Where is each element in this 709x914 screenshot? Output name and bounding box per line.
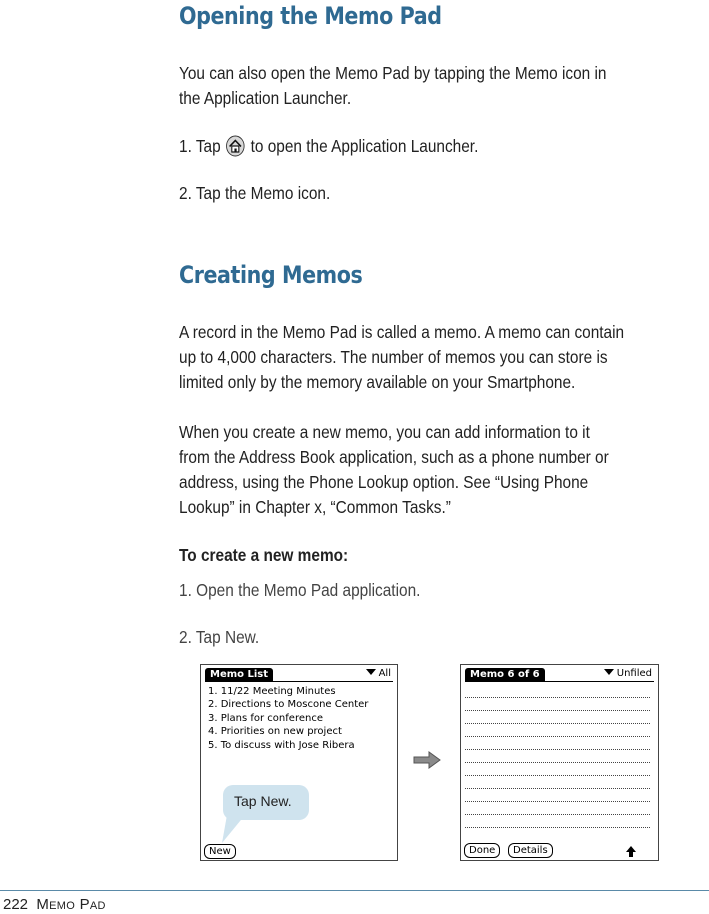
done-button[interactable]: Done <box>464 843 500 858</box>
step-tap-memo: 2. Tap the Memo icon. <box>179 183 331 203</box>
step1-suffix: to open the Application Launcher. <box>250 136 479 156</box>
memo-list-screen <box>200 664 398 861</box>
memo-list-title: Memo List <box>205 668 273 682</box>
step1-prefix: 1. Tap <box>179 136 221 156</box>
title-underline <box>465 681 654 682</box>
dropdown-triangle-icon <box>604 669 614 675</box>
heading-opening-memo-pad: Opening the Memo Pad <box>179 2 442 30</box>
tap-new-callout <box>223 785 309 820</box>
memo-item[interactable]: 1. 11/22 Meeting Minutes <box>208 686 336 697</box>
paragraph-line: Lookup” in Chapter x, “Common Tasks.” <box>179 497 451 517</box>
page-footer <box>3 896 106 913</box>
section-name <box>36 896 105 913</box>
intro-paragraph <box>179 61 606 111</box>
page-number: 222 <box>3 896 29 913</box>
memo-line[interactable] <box>465 827 650 828</box>
memo-item[interactable]: 3. Plans for conference <box>208 712 323 724</box>
memo-line[interactable] <box>465 723 650 724</box>
category-selector[interactable] <box>604 667 652 681</box>
memo-line[interactable] <box>465 801 650 802</box>
memo-line[interactable] <box>465 775 650 776</box>
title-underline <box>205 681 393 682</box>
footer-rule <box>0 890 709 891</box>
home-icon <box>226 135 245 157</box>
category-selector[interactable] <box>366 667 391 681</box>
memo-definition-paragraph <box>179 320 624 395</box>
dropdown-triangle-icon <box>366 669 376 675</box>
details-button[interactable]: Details <box>508 843 553 858</box>
intro-line: You can also open the Memo Pad by tapping the Memo icon in <box>179 63 607 83</box>
callout-text: Tap New. <box>234 793 292 809</box>
heading-creating-memos: Creating Memos <box>179 261 363 289</box>
memo-line[interactable] <box>465 736 650 737</box>
paragraph-line: When you create a new memo, you can add information to it <box>179 422 590 442</box>
paragraph-line: address, using the Phone Lookup option. See “Using Phone <box>179 472 589 492</box>
memo-list <box>208 685 368 752</box>
paragraph-line: A record in the Memo Pad is called a memo. A memo can contain <box>179 322 625 342</box>
memo-item[interactable]: 2. Directions to Moscone Center <box>208 699 369 711</box>
memo-line[interactable] <box>465 788 650 789</box>
intro-line: the Application Launcher. <box>179 88 352 108</box>
memo-line[interactable] <box>465 710 650 711</box>
paragraph-line: limited only by the memory available on your Smartphone. <box>179 372 576 392</box>
right-arrow-icon <box>412 750 442 770</box>
category-label: Unfiled <box>616 668 652 679</box>
memo-item[interactable]: 5. To discuss with Jose Ribera <box>208 739 355 751</box>
procedure-step-2: 2. Tap New. <box>179 627 260 647</box>
memo-line[interactable] <box>465 697 650 698</box>
procedure-title: To create a new memo: <box>179 545 349 565</box>
phone-lookup-paragraph <box>179 420 609 520</box>
memo-edit-title: Memo 6 of 6 <box>465 668 545 682</box>
section-rest: AD <box>89 900 106 912</box>
memo-edit-screen <box>460 664 659 861</box>
memo-line[interactable] <box>465 762 650 763</box>
memo-item[interactable]: 4. Priorities on new project <box>208 726 342 738</box>
paragraph-line: up to 4,000 characters. The number of memos you can store is <box>179 347 608 367</box>
new-button[interactable]: New <box>204 844 236 859</box>
category-label: All <box>378 668 391 679</box>
step-tap-home <box>179 134 478 159</box>
memo-line[interactable] <box>465 749 650 750</box>
section-rest: EMO <box>49 900 76 912</box>
procedure-step-1: 1. Open the Memo Pad application. <box>179 580 421 600</box>
memo-line[interactable] <box>465 814 650 815</box>
paragraph-line: from the Address Book application, such as a phone number or <box>179 447 609 467</box>
section-initial: M <box>36 896 50 913</box>
section-initial: P <box>79 896 90 913</box>
scroll-up-icon[interactable] <box>625 845 637 858</box>
callout-tail-icon <box>219 815 249 845</box>
